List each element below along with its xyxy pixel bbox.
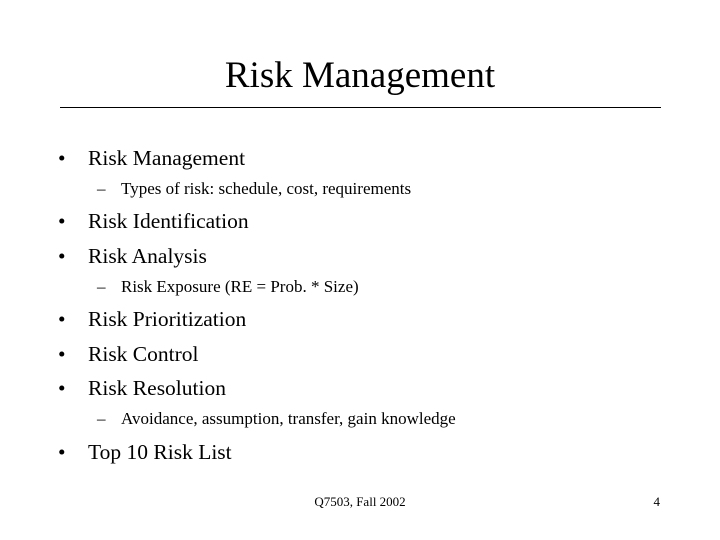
bullet-item bbox=[58, 375, 226, 401]
sub-bullet-text: Risk Exposure (RE = Prob. * Size) bbox=[121, 277, 359, 296]
title-divider bbox=[60, 107, 661, 108]
bullet-icon: • bbox=[58, 376, 66, 400]
slide-footer: Q7503, Fall 2002 bbox=[314, 494, 406, 509]
bullet-icon: • bbox=[58, 146, 66, 170]
page-number: 4 bbox=[653, 494, 660, 509]
bullet-icon: • bbox=[58, 440, 66, 464]
bullet-text: Risk Identification bbox=[88, 209, 249, 233]
bullet-text: Risk Resolution bbox=[88, 376, 226, 400]
bullet-text: Risk Management bbox=[88, 146, 246, 170]
sub-bullet-item bbox=[97, 276, 359, 298]
bullet-icon: • bbox=[58, 209, 66, 233]
dash-icon: – bbox=[97, 179, 106, 198]
bullet-icon: • bbox=[58, 244, 66, 268]
bullet-text: Risk Prioritization bbox=[88, 307, 247, 331]
bullet-icon: • bbox=[58, 307, 66, 331]
dash-icon: – bbox=[97, 409, 106, 428]
bullet-item bbox=[58, 145, 245, 171]
bullet-item bbox=[58, 208, 249, 234]
dash-icon: – bbox=[97, 277, 106, 296]
bullet-icon: • bbox=[58, 342, 66, 366]
bullet-text: Risk Control bbox=[88, 342, 199, 366]
sub-bullet-item bbox=[97, 178, 411, 200]
bullet-item bbox=[58, 341, 199, 367]
bullet-item bbox=[58, 306, 246, 332]
sub-bullet-text: Avoidance, assumption, transfer, gain knowledge bbox=[121, 409, 456, 428]
sub-bullet-item bbox=[97, 408, 456, 430]
slide-title: Risk Management bbox=[224, 55, 496, 96]
bullet-item bbox=[58, 243, 207, 269]
bullet-text: Risk Analysis bbox=[88, 244, 207, 268]
bullet-item bbox=[58, 439, 232, 465]
sub-bullet-text: Types of risk: schedule, cost, requirements bbox=[121, 179, 412, 198]
bullet-text: Top 10 Risk List bbox=[88, 440, 232, 464]
